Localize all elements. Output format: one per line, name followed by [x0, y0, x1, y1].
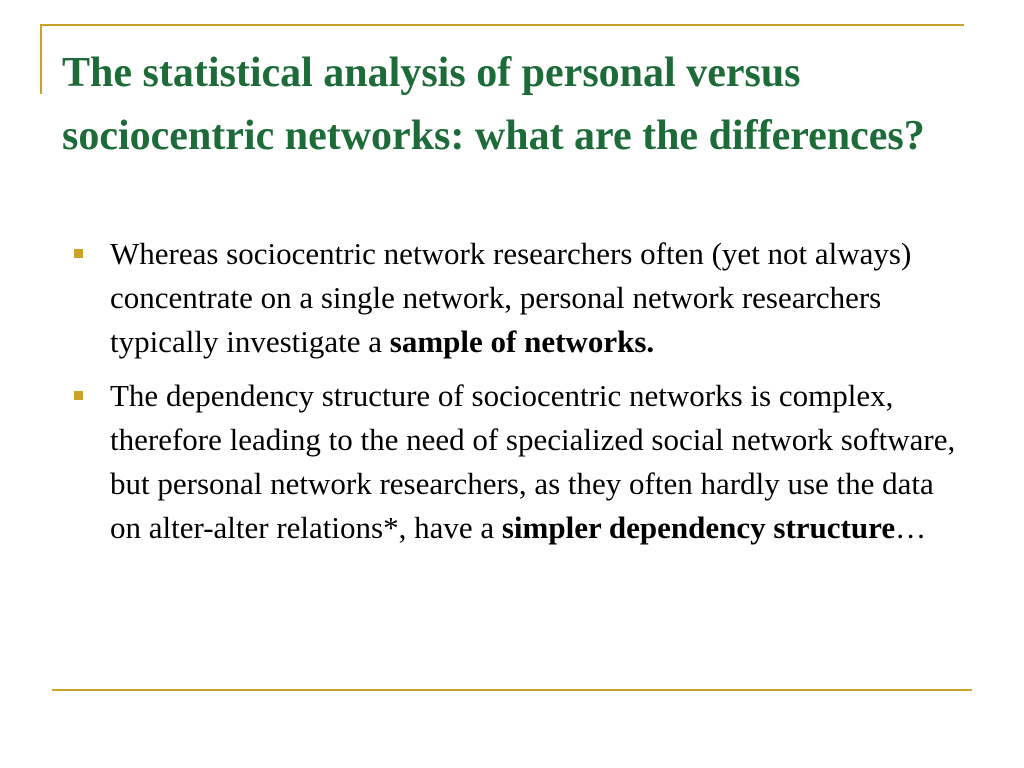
bullet-list: [70, 232, 970, 550]
left-divider-line: [40, 24, 42, 94]
slide-title: The statistical analysis of personal versus sociocentric networks: what are the differences?: [62, 50, 925, 159]
bullet-text: The dependency structure of sociocentric networks is complex, therefore leading to the need of specialized social network software, but personal network researchers, as they often hardly use the data on alter-alter relations*, have a: [110, 378, 956, 545]
bullet-text: Whereas sociocentric network researchers often (yet not always) concentrate on a single network, personal network researchers typically investigate a: [110, 236, 912, 359]
bottom-divider-line: [52, 689, 972, 691]
square-bullet-icon: [74, 249, 83, 258]
bullet-bold-text: simpler dependency structure: [501, 510, 896, 545]
bullet-bold-text: sample of networks.: [389, 324, 655, 359]
bullet-item: [70, 232, 970, 364]
bullet-item: [70, 374, 970, 550]
square-bullet-icon: [74, 391, 83, 400]
top-divider-line: [40, 24, 964, 26]
bullet-tail-text: …: [895, 510, 927, 545]
